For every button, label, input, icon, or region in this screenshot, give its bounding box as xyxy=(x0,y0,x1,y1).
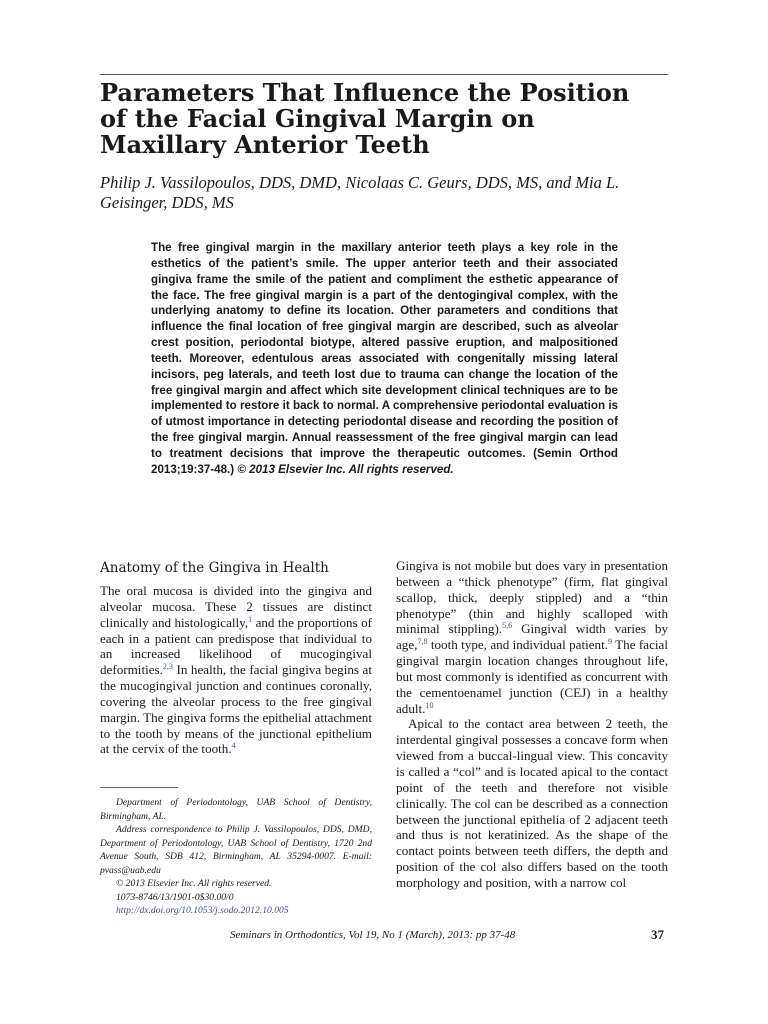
section-heading: Anatomy of the Gingiva in Health xyxy=(100,560,329,576)
citation-link[interactable]: 10 xyxy=(425,700,434,710)
footnote-issn: 1073-8746/13/1901-0$30.00/0 xyxy=(116,891,234,903)
body-paragraph-right-2: Apical to the contact area between 2 teeth, the interdental gingival possesses a concave form when viewed from a buccal-lingual view. This concavity is called a “col” and is located apical to the contact point of the teeth and therefore not visible clinically. The col can be described as a connection between the junctional epithelia of 2 adjacent teeth and thus is not keratinized. As the shape of the contact points between teeth differs, the depth and position of the col also differs based on the tooth morphology and position, with a narrow col xyxy=(396,716,668,890)
body-text: The facial gingival margin location changes throughout life, but most commonly is identified as concurrent with the cementoenamel junction (CEJ) in a healthy adult. xyxy=(396,637,668,716)
citation-link[interactable]: 1 xyxy=(248,614,253,624)
footnote-doi-link[interactable]: http://dx.doi.org/10.1053/j.sodo.2012.10.005 xyxy=(116,905,289,916)
body-paragraph-right-1 xyxy=(396,558,668,716)
article-authors: Philip J. Vassilopoulos, DDS, DMD, Nicolaas C. Geurs, DDS, MS, and Mia L. Geisinger, DDS, MS xyxy=(100,173,620,212)
footnotes xyxy=(100,796,372,918)
abstract xyxy=(151,240,618,478)
body-text: The oral mucosa is divided into the gingiva and alveolar mucosa. These 2 tissues are distinct clinically and histologically, xyxy=(100,583,372,630)
header-rule xyxy=(100,74,668,75)
body-paragraph-left xyxy=(100,583,372,757)
citation-link[interactable]: 2,3 xyxy=(162,662,173,672)
page-number: 37 xyxy=(651,927,664,942)
footer-journal-citation: Seminars in Orthodontics, Vol 19, No 1 (March), 2013: pp 37-48 xyxy=(230,929,516,941)
article-title: Parameters That Influence the Position of the Facial Gingival Margin on Maxillary Anterior Teeth xyxy=(100,78,630,159)
footnote-rule xyxy=(100,787,178,788)
footnote-correspondence: Address correspondence to Philip J. Vassilopoulos, DDS, DMD, Department of Periodontology, UAB School of Dentistry, 1720 2nd Avenue South, SDB 412, Birmingham, AL 35294-0007. E-mail: pvass@uab.edu xyxy=(100,824,372,876)
body-text: tooth type, and individual patient. xyxy=(427,637,609,653)
body-text: Gingiva is not mobile but does vary in presentation between a “thick phenotype” (firm, flat gingival scallop, thick, deeply stippled) and a “thin phenotype” (thin and highly scalloped with minimal stippling). xyxy=(396,558,668,637)
citation-link[interactable]: 5,6 xyxy=(502,621,513,631)
citation-link[interactable]: 7,8 xyxy=(417,637,428,647)
body-text: and the proportions of each in a patient can predispose that individual to an increased likelihood of mucogingival deformities. xyxy=(100,614,372,678)
citation-link[interactable]: 9 xyxy=(608,637,613,647)
abstract-copyright: © 2013 Elsevier Inc. All rights reserved. xyxy=(237,462,454,476)
footnote-department: Department of Periodontology, UAB School of Dentistry, Birmingham, AL. xyxy=(100,797,372,822)
body-text: Gingival width varies by age, xyxy=(396,621,668,653)
body-column-right xyxy=(396,558,668,891)
body-text: In health, the facial gingiva begins at the mucogingival junction and continues coronally, covering the alveolar process to the free gingival margin. The gingiva forms the epithelial attachment to the tooth by means of the junctional epithelium at the cervix of the tooth. xyxy=(100,662,372,757)
citation-link[interactable]: 4 xyxy=(231,741,236,751)
abstract-text: The free gingival margin in the maxillary anterior teeth plays a key role in the esthetics of the patient’s smile. The upper anterior teeth and their associated gingiva frame the smile of the patient and compliment the esthetic appearance of the face. The free gingival margin is a part of the dentogingival complex, with the underlying anatomy to define its location. Other parameters and conditions that influence the final location of free gingival margin are described, such as alveolar crest position, periodontal biotype, altered passive eruption, and malpositioned teeth. Moreover, edentulous areas associated with congenitally missing lateral incisors, peg laterals, and teeth lost due to trauma can change the location of the free gingival margin and affect which site development clinical techniques are to be implemented to restore it back to normal. A comprehensive periodontal evaluation is of utmost importance in detecting periodontal disease and recording the position of the free gingival margin. Annual reassessment of the free gingival margin can lead to treatment decisions that improve the therapeutic outcomes. (Semin Orthod 2013;19:37-48.) xyxy=(151,241,618,476)
footnote-copyright: © 2013 Elsevier Inc. All rights reserved. xyxy=(116,878,272,889)
